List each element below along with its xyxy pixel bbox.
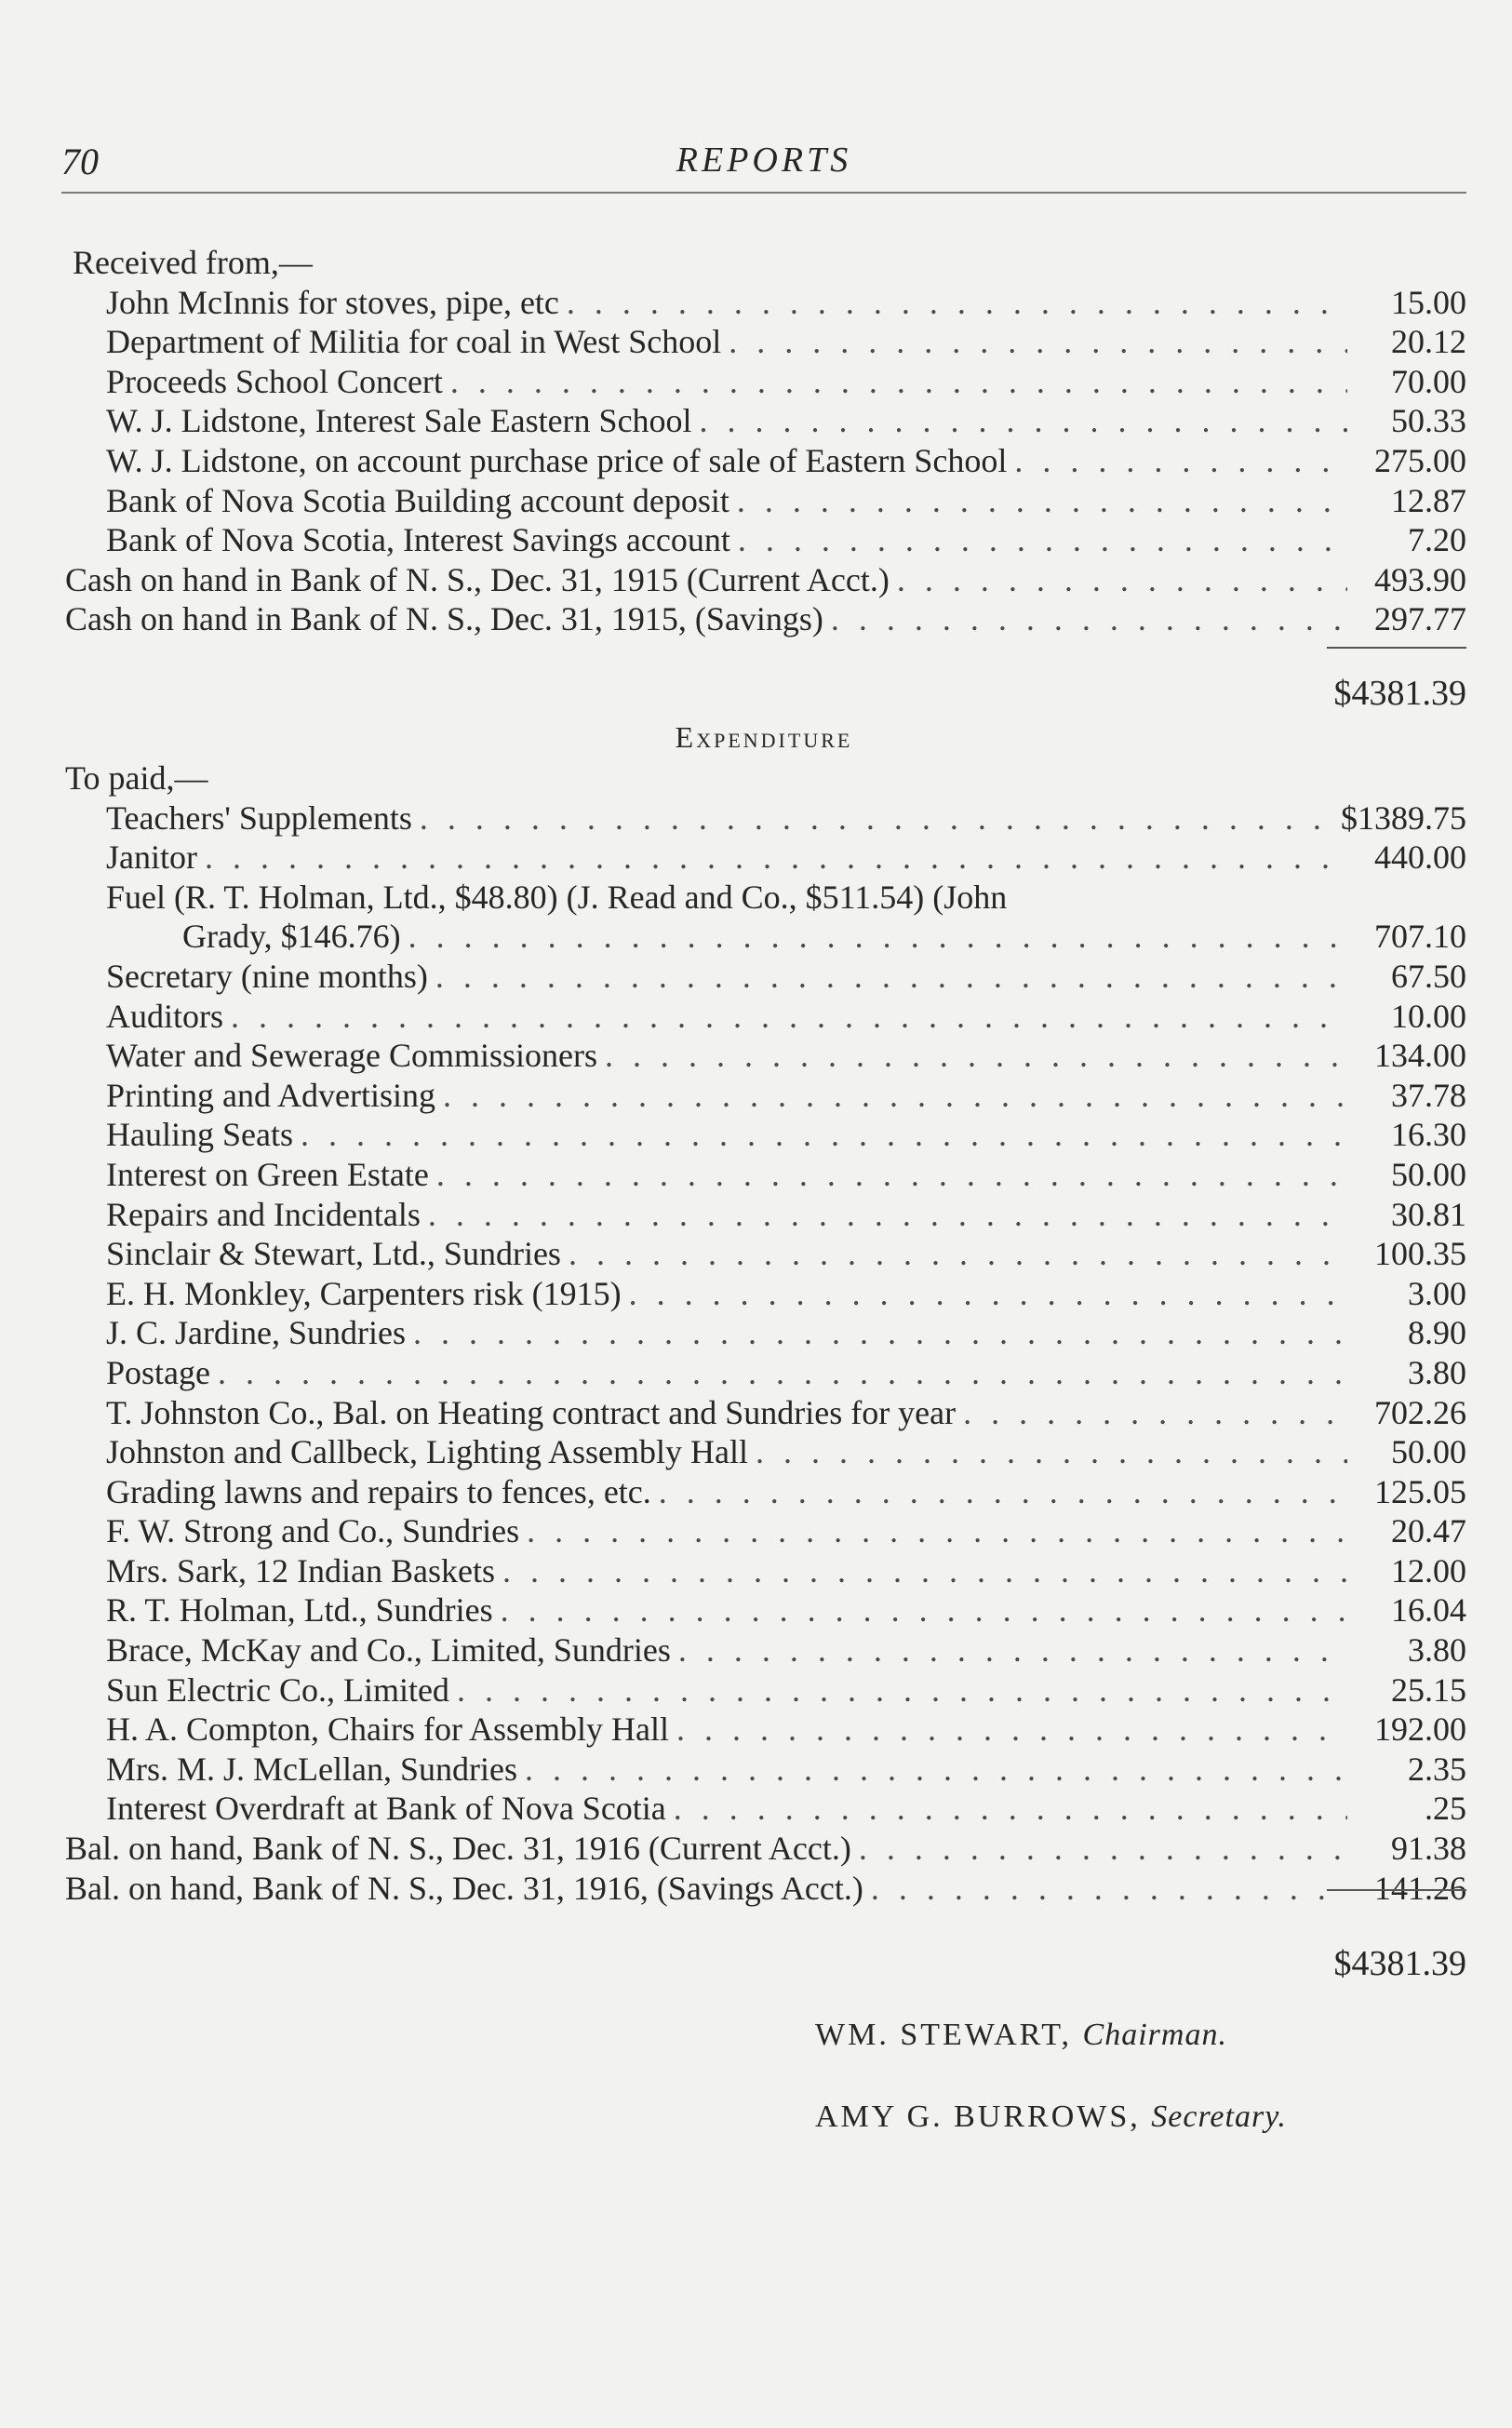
page-number: 70 xyxy=(61,141,99,182)
dot-leader xyxy=(502,1551,1347,1591)
ledger-entry xyxy=(61,957,1466,997)
dot-leader xyxy=(738,520,1347,560)
receipts-intro: Received from,— xyxy=(73,244,313,281)
ledger-entry xyxy=(61,1274,1466,1314)
header-rule xyxy=(61,192,1466,194)
ledger-entry xyxy=(61,1036,1466,1076)
entry-label: Interest on Green Estate xyxy=(106,1155,429,1193)
entry-amount: 7.20 xyxy=(1408,521,1466,559)
entry-label: Secretary (nine months) xyxy=(106,957,428,995)
ledger-entry xyxy=(61,1393,1466,1433)
dot-leader xyxy=(301,1115,1347,1155)
entry-amount: 20.47 xyxy=(1391,1512,1466,1550)
ledger-entry xyxy=(61,1195,1466,1235)
entry-amount: 16.30 xyxy=(1391,1116,1466,1154)
dot-leader xyxy=(859,1829,1347,1869)
receipts-total-rule xyxy=(1327,647,1466,649)
entry-amount: 3.00 xyxy=(1408,1274,1466,1312)
receipts-total: $4381.39 xyxy=(1333,674,1466,713)
dot-leader xyxy=(676,1710,1347,1750)
ledger-entry xyxy=(61,798,1466,838)
entry-label: Mrs. Sark, 12 Indian Baskets xyxy=(106,1551,495,1590)
ledger-entry xyxy=(61,997,1466,1037)
ledger-entry xyxy=(61,1472,1466,1512)
entry-label: W. J. Lidstone, Interest Sale Eastern School xyxy=(106,402,692,440)
ledger-entry xyxy=(61,1670,1466,1710)
dot-leader xyxy=(659,1472,1347,1512)
dot-leader xyxy=(218,1353,1347,1393)
entry-label: Printing and Advertising xyxy=(106,1076,435,1114)
dot-leader xyxy=(457,1670,1347,1710)
entry-label: T. Johnston Co., Bal. on Heating contract and Sundries for year xyxy=(106,1393,957,1431)
ledger-entry xyxy=(61,1829,1466,1869)
entry-amount: 707.10 xyxy=(1374,918,1466,956)
ledger-entry xyxy=(61,283,1466,323)
expenditure-intro: To paid,— xyxy=(65,759,208,797)
entry-label: E. H. Monkley, Carpenters risk (1915) xyxy=(106,1274,622,1312)
entry-amount: 91.38 xyxy=(1391,1830,1466,1868)
dot-leader xyxy=(871,1869,1347,1909)
ledger-entry xyxy=(61,1511,1466,1551)
ledger-entry xyxy=(61,1234,1466,1274)
entry-amount: 25.15 xyxy=(1391,1670,1466,1709)
ledger-entry xyxy=(61,1313,1466,1353)
ledger-entry xyxy=(61,322,1466,362)
entry-amount: 134.00 xyxy=(1374,1037,1466,1075)
entry-label: Interest Overdraft at Bank of Nova Scotia xyxy=(106,1790,666,1828)
signature-chairman: WM. STEWART, Chairman. xyxy=(815,2018,1227,2052)
dot-leader xyxy=(700,401,1347,441)
entry-label: Postage xyxy=(106,1353,210,1391)
ledger-entry xyxy=(61,1115,1466,1155)
dot-leader xyxy=(963,1393,1347,1433)
dot-leader xyxy=(205,838,1347,878)
entry-label: Grady, $146.76) xyxy=(182,918,401,956)
entry-amount: 3.80 xyxy=(1408,1631,1466,1670)
entry-amount: 30.81 xyxy=(1391,1195,1466,1233)
entry-label: Sun Electric Co., Limited xyxy=(106,1670,449,1709)
entry-amount: 15.00 xyxy=(1391,283,1466,321)
entry-label: Proceeds School Concert xyxy=(106,362,443,400)
entry-amount: 20.12 xyxy=(1391,323,1466,361)
ledger-entry xyxy=(61,441,1466,481)
dot-leader xyxy=(443,1076,1347,1116)
expenditure-heading: Expenditure xyxy=(675,720,853,754)
ledger-entry xyxy=(61,1789,1466,1829)
entry-label: Department of Militia for coal in West School xyxy=(106,323,722,361)
ledger-entry xyxy=(61,1076,1466,1116)
receipts-section xyxy=(61,243,1466,639)
receipt-items-list xyxy=(61,283,1466,560)
entry-label: Brace, McKay and Co., Limited, Sundries xyxy=(106,1631,671,1670)
entry-amount: 125.05 xyxy=(1374,1472,1466,1510)
running-title: REPORTS xyxy=(676,141,852,180)
ledger-entry xyxy=(61,917,1466,957)
entry-amount: 12.87 xyxy=(1391,481,1466,519)
dot-leader xyxy=(897,560,1347,600)
entry-amount: 702.26 xyxy=(1374,1393,1466,1431)
entry-label: H. A. Compton, Chairs for Assembly Hall xyxy=(106,1710,669,1749)
dot-leader xyxy=(450,362,1347,402)
dot-leader xyxy=(428,1195,1347,1235)
entry-label: R. T. Holman, Ltd., Sundries xyxy=(106,1591,493,1630)
entry-label: Cash on hand in Bank of N. S., Dec. 31, 1915, (Savings) xyxy=(65,600,823,638)
entry-label: Fuel (R. T. Holman, Ltd., $48.80) (J. Read and Co., $511.54) (John xyxy=(106,878,1008,916)
dot-leader xyxy=(408,917,1347,957)
entry-amount: 100.35 xyxy=(1374,1235,1466,1273)
entry-label: Janitor xyxy=(106,838,197,877)
ledger-entry xyxy=(61,1551,1466,1591)
entry-amount: 50.00 xyxy=(1391,1433,1466,1471)
dot-leader xyxy=(420,798,1333,838)
ledger-entry xyxy=(61,878,1466,918)
dot-leader xyxy=(756,1432,1347,1472)
expenditure-items-list xyxy=(61,798,1466,1829)
expenditure-total-rule xyxy=(1327,1889,1466,1891)
entry-amount: $1389.75 xyxy=(1341,798,1466,837)
entry-amount: 12.00 xyxy=(1391,1551,1466,1590)
entry-amount: 70.00 xyxy=(1391,362,1466,400)
entry-label: Bal. on hand, Bank of N. S., Dec. 31, 1916, (Savings Acct.) xyxy=(65,1869,863,1907)
entry-label: Bank of Nova Scotia Building account deposit xyxy=(106,481,729,519)
dot-leader xyxy=(501,1590,1347,1630)
ledger-entry xyxy=(61,1630,1466,1670)
entry-label: Cash on hand in Bank of N. S., Dec. 31, 1915 (Current Acct.) xyxy=(65,560,890,598)
dot-leader xyxy=(629,1274,1347,1314)
ledger-entry xyxy=(61,1750,1466,1790)
entry-amount: 192.00 xyxy=(1374,1710,1466,1749)
entry-label: J. C. Jardine, Sundries xyxy=(106,1314,406,1352)
entry-label: Water and Sewerage Commissioners xyxy=(106,1037,597,1075)
entry-label: Hauling Seats xyxy=(106,1116,293,1154)
ledger-entry xyxy=(61,1869,1466,1909)
expenditure-total: $4381.39 xyxy=(1333,1944,1466,1983)
ledger-entry xyxy=(61,1710,1466,1750)
entry-amount: 141.26 xyxy=(1374,1869,1466,1907)
ledger-entry xyxy=(61,1155,1466,1195)
cash-items-list xyxy=(61,560,1466,639)
entry-label: Auditors xyxy=(106,997,223,1035)
ledger-entry xyxy=(61,838,1466,878)
entry-amount: 440.00 xyxy=(1374,838,1466,877)
dot-leader xyxy=(525,1750,1347,1790)
expenditure-section xyxy=(61,758,1466,1908)
entry-amount: 50.33 xyxy=(1391,402,1466,440)
ledger-entry xyxy=(61,1432,1466,1472)
entry-label: Sinclair & Stewart, Ltd., Sundries xyxy=(106,1235,561,1273)
dot-leader xyxy=(737,481,1347,521)
entry-label: Bal. on hand, Bank of N. S., Dec. 31, 1916 (Current Acct.) xyxy=(65,1830,851,1868)
dot-leader xyxy=(569,1234,1347,1274)
dot-leader xyxy=(1014,441,1347,481)
dot-leader xyxy=(527,1511,1347,1551)
entry-amount: 275.00 xyxy=(1374,441,1466,479)
entry-amount: 3.80 xyxy=(1408,1353,1466,1391)
entry-amount: 8.90 xyxy=(1408,1314,1466,1352)
entry-amount: 16.04 xyxy=(1391,1591,1466,1630)
entry-label: F. W. Strong and Co., Sundries xyxy=(106,1512,520,1550)
dot-leader xyxy=(435,957,1347,997)
dot-leader xyxy=(678,1630,1347,1670)
dot-leader xyxy=(231,997,1347,1037)
dot-leader xyxy=(831,599,1347,639)
page-header xyxy=(61,140,1466,184)
entry-amount: 67.50 xyxy=(1391,957,1466,995)
dot-leader xyxy=(674,1789,1347,1829)
entry-label: Mrs. M. J. McLellan, Sundries xyxy=(106,1750,517,1788)
entry-amount: 10.00 xyxy=(1391,997,1466,1035)
ledger-entry xyxy=(61,481,1466,521)
ledger-entry xyxy=(61,520,1466,560)
entry-label: Repairs and Incidentals xyxy=(106,1195,421,1233)
dot-leader xyxy=(436,1155,1347,1195)
entry-label: Teachers' Supplements xyxy=(106,798,412,837)
entry-amount: 493.90 xyxy=(1374,560,1466,598)
entry-amount: .25 xyxy=(1425,1790,1466,1828)
entry-amount: 2.35 xyxy=(1408,1750,1466,1788)
dot-leader xyxy=(413,1313,1347,1353)
entry-amount: 50.00 xyxy=(1391,1155,1466,1193)
entry-amount: 297.77 xyxy=(1374,600,1466,638)
signature-secretary: AMY G. BURROWS, Secretary. xyxy=(815,2099,1287,2134)
ledger-entry xyxy=(61,1590,1466,1630)
ledger-entry xyxy=(61,599,1466,639)
balance-items-list xyxy=(61,1829,1466,1908)
entry-label: Grading lawns and repairs to fences, etc. xyxy=(106,1472,651,1510)
entry-label: W. J. Lidstone, on account purchase price of sale of Eastern School xyxy=(106,441,1008,479)
dot-leader xyxy=(605,1036,1347,1076)
ledger-entry xyxy=(61,1353,1466,1393)
entry-label: Bank of Nova Scotia, Interest Savings account xyxy=(106,521,730,559)
entry-label: John McInnis for stoves, pipe, etc xyxy=(106,283,559,321)
dot-leader xyxy=(567,283,1347,323)
entry-amount: 37.78 xyxy=(1391,1076,1466,1114)
ledger-entry xyxy=(61,560,1466,600)
ledger-entry xyxy=(61,401,1466,441)
dot-leader xyxy=(729,322,1347,362)
ledger-entry xyxy=(61,362,1466,402)
entry-label: Johnston and Callbeck, Lighting Assembly Hall xyxy=(106,1433,748,1471)
